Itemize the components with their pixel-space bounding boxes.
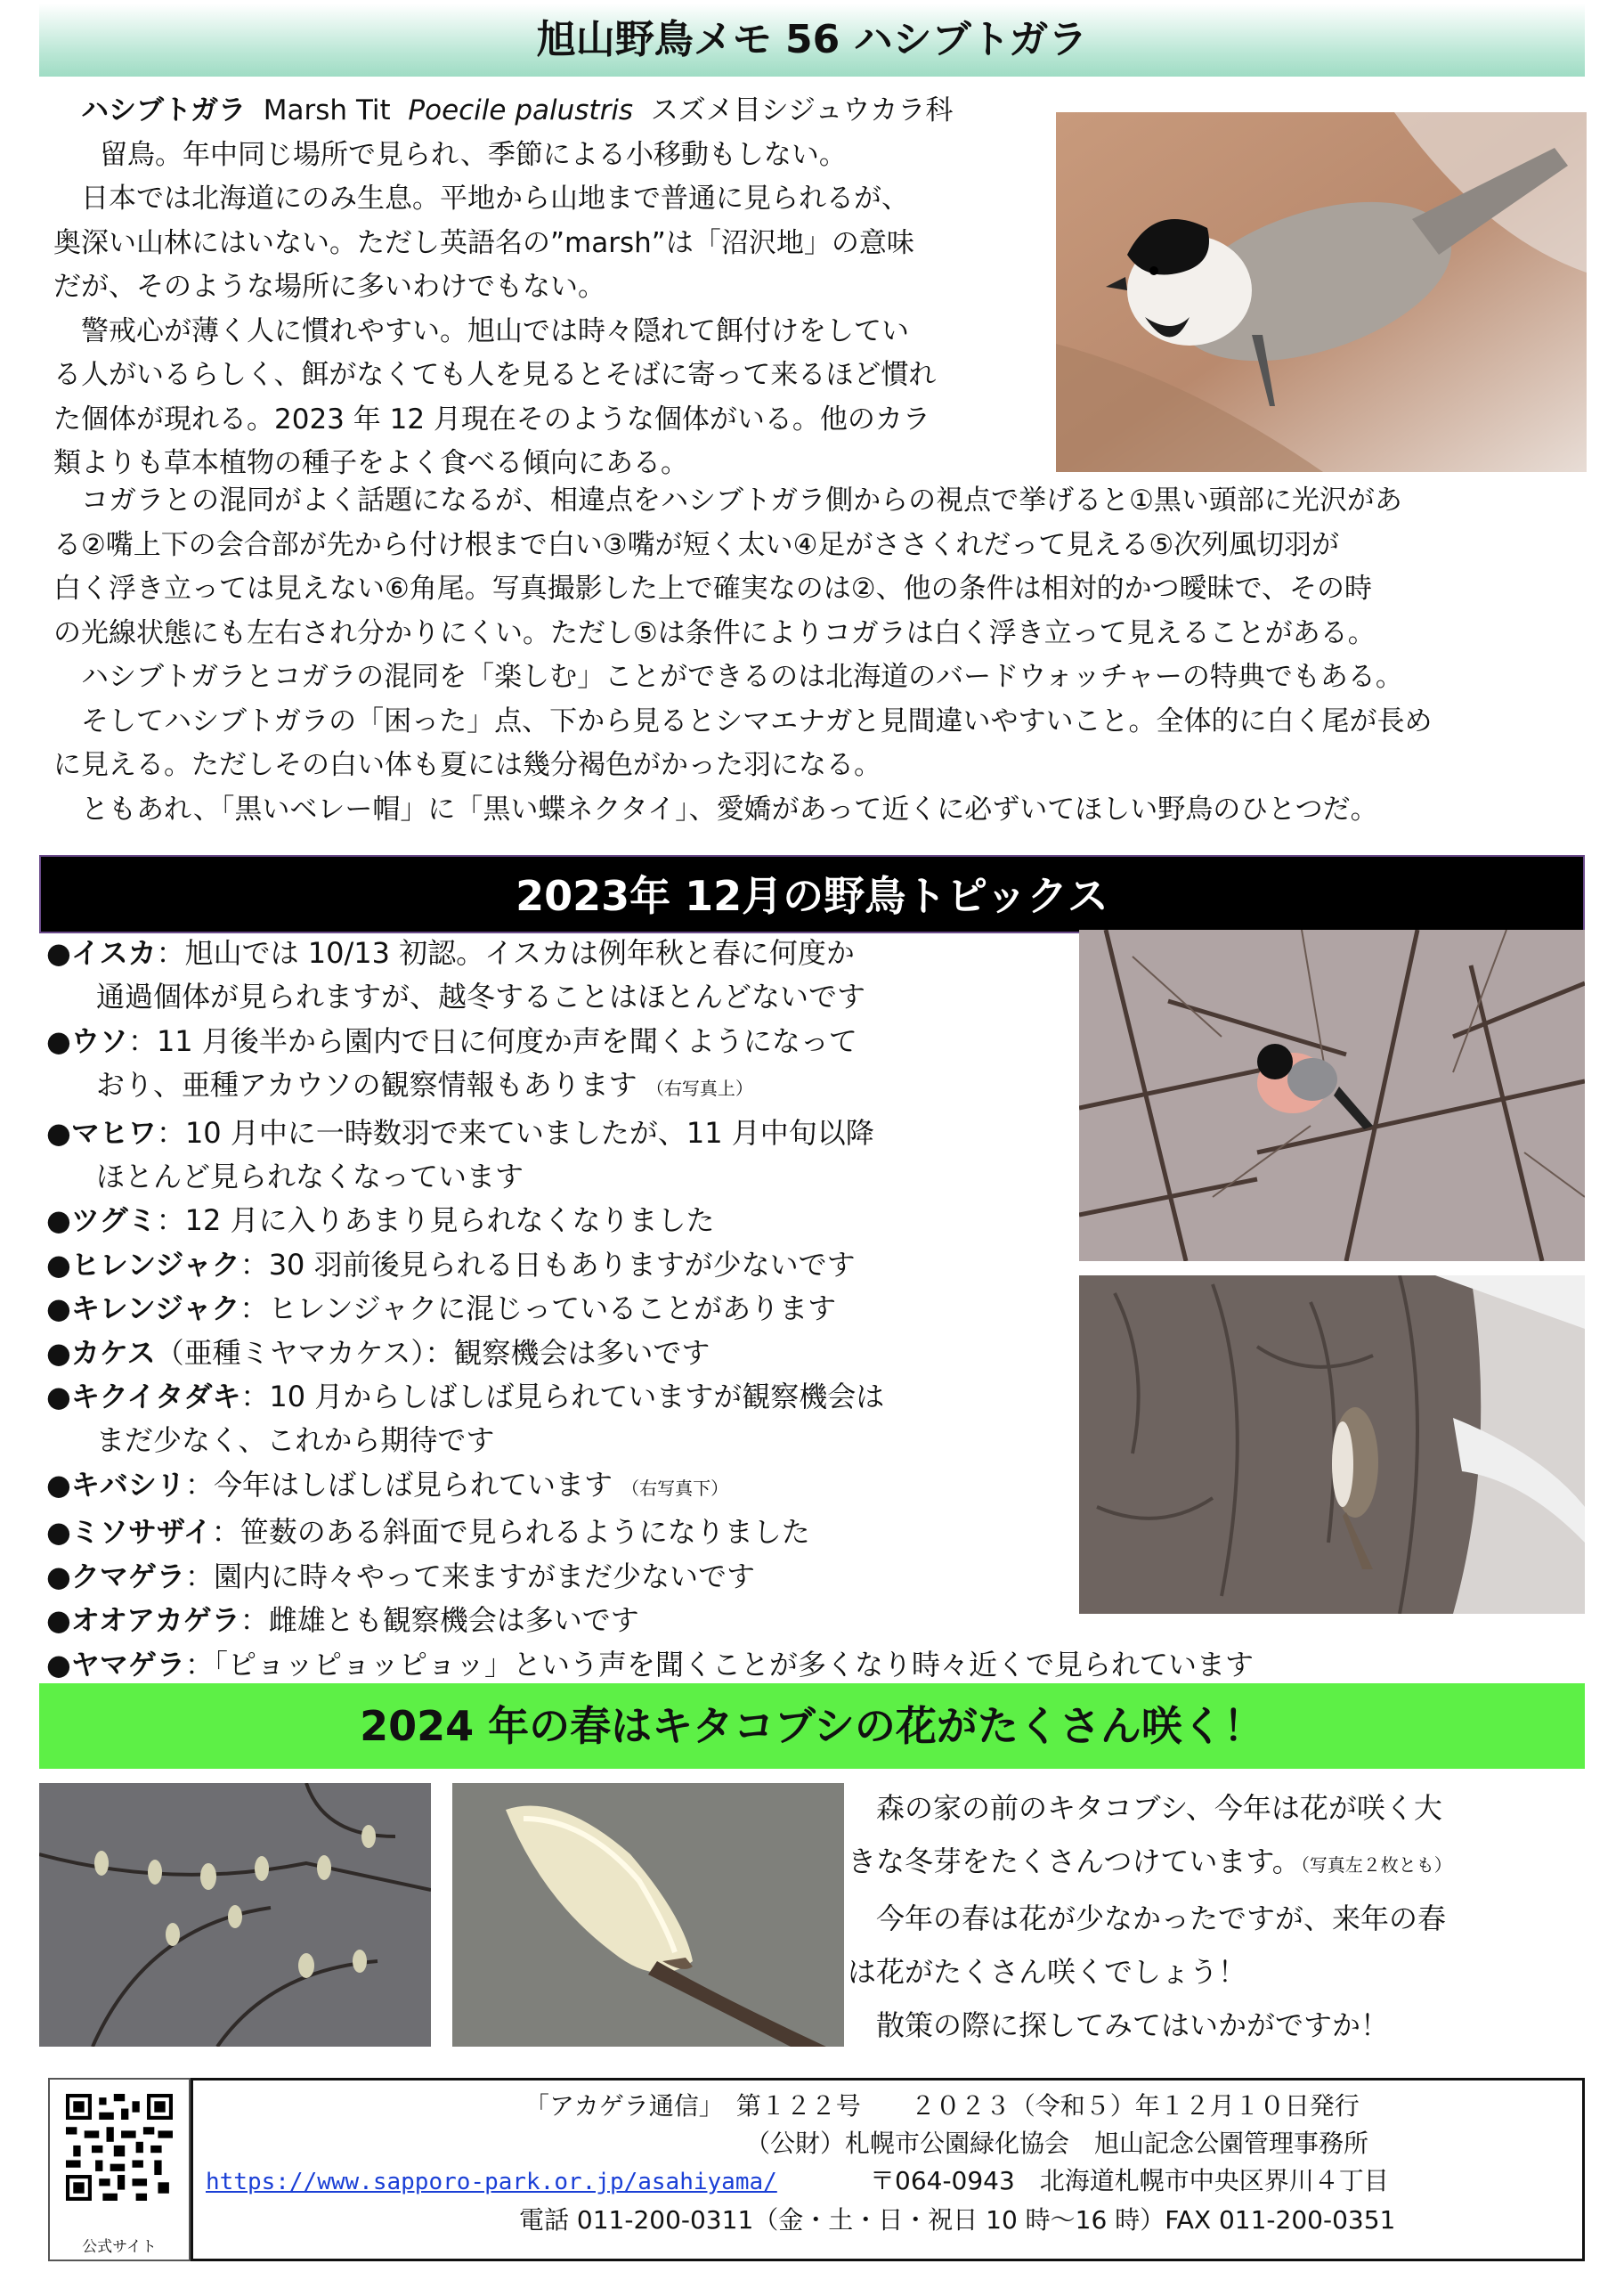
qr-label: 公式サイト	[82, 2238, 157, 2256]
spring-line	[848, 1835, 1596, 1892]
memo-wide-line: に見える。ただしその白い体も夏には幾分褐色がかった羽になる。	[53, 749, 881, 781]
website-link[interactable]: https://www.sapporo-park.or.jp/asahiyama/	[206, 2169, 777, 2195]
topic-name: ●イスカ	[46, 936, 157, 970]
topic-item-cont: 通過個体が見られますが、越冬することはほとんどないです	[96, 980, 866, 1014]
photo-note: （右写真上）	[646, 1078, 753, 1100]
memo-line: た個体が現れる。2023 年 12 月現在そのような個体がいる。他のカラ	[53, 403, 930, 436]
topic-name: ●キクイタダキ	[46, 1380, 241, 1414]
species-name-en: Marsh Tit	[263, 94, 391, 126]
spring-line: 森の家の前のキタコブシ、今年は花が咲く大	[848, 1791, 1442, 1825]
topic-text: ：30 羽前後見られる日もありますが少ないです	[240, 1247, 856, 1282]
memo-wide-line: コガラとの混同がよく話題になるが、相違点をハシブトガラ側からの視点で挙げると①黒い頭部に光沢があ	[53, 484, 1402, 517]
topic-name: ●クマゲラ	[46, 1559, 185, 1593]
species-name-sci: Poecile palustris	[408, 94, 634, 126]
address-line: 〒064-0943 北海道札幌市中央区界川４丁目	[870, 2166, 1389, 2195]
topic-name: ●ヒレンジャク	[46, 1247, 240, 1282]
topic-name: ●ミソサザイ	[46, 1515, 212, 1550]
memo-title-banner	[39, 4, 1585, 77]
topic-text: ：今年はしばしば見られています	[184, 1467, 613, 1502]
memo-line: 日本では北海道にのみ生息。平地から山地まで普通に見られるが、	[53, 183, 909, 215]
memo-wide-line: ともあれ、「黒いベレー帽」に「黒い蝶ネクタイ」、愛嬌があって近くに必ずいてほしい野鳥のひとつだ。	[53, 793, 1378, 826]
memo-wide-line: 白く浮き立っては見えない⑥角尾。写真撮影した上で確実なのは②、他の条件は相対的かつ曖昧で、その時	[53, 573, 1372, 605]
bullfinch-photo	[1079, 930, 1585, 1261]
topic-text: ：旭山では 10/13 初認。イスカは例年秋と春に何度か	[156, 936, 855, 970]
spring-title: 2024 年の春はキタコブシの花がたくさん咲く！	[360, 1702, 1264, 1750]
memo-text	[53, 89, 1060, 486]
memo-wide-line: る②嘴上下の会合部が先から付け根まで白い③嘴が短く太い④足がささくれだって見える⑤次列風切羽が	[53, 528, 1340, 561]
memo-line: だが、そのような場所に多いわけでもない。	[53, 271, 605, 303]
topic-name: ●カケス	[46, 1335, 156, 1370]
species-order: スズメ目シジュウカラ科	[650, 94, 954, 126]
org-line: （公財）札幌市公園緑化協会 旭山記念公園管理事務所	[745, 2129, 1369, 2158]
topic-name: ●ヤマゲラ	[46, 1647, 185, 1682]
topic-text: ：「ピョッピョッピョッ」という声を聞くことが多くなり時々近くで見られています	[184, 1647, 1254, 1682]
issue-line: 「アカゲラ通信」 第１２２号 ２０２３（令和５）年１２月１０日発行	[524, 2091, 1360, 2121]
memo-species-line	[53, 89, 1060, 134]
spring-line: 散策の際に探してみてはいかがですか！	[848, 2008, 1390, 2042]
topic-name: ●キバシリ	[46, 1467, 185, 1502]
topics-title-banner	[39, 855, 1585, 933]
topic-text: ：笹薮のある斜面で見られるようになりました	[211, 1515, 810, 1550]
topic-text: ：10 月からしばしば見られていますが観察機会は	[240, 1380, 885, 1414]
spring-line: は花がたくさん咲くでしょう！	[848, 1955, 1247, 1989]
topic-item-cont: ほとんど見られなくなっています	[96, 1160, 524, 1194]
magnolia-buds-photo	[39, 1783, 431, 2047]
topic-text: ：11 月後半から園内で日に何度か声を聞くようになって	[127, 1023, 857, 1058]
memo-line: 留鳥。年中同じ場所で見られ、季節による小移動もしない。	[100, 138, 847, 171]
memo-wide-line: ハシブトガラとコガラの混同を「楽しむ」ことができるのは北海道のバードウォッチャーの特典でもある。	[53, 661, 1403, 693]
topic-item	[46, 1643, 1587, 1687]
treecreeper-photo	[1079, 1275, 1585, 1614]
topic-name: ●ツグミ	[46, 1203, 157, 1238]
topic-name: ●キレンジャク	[46, 1291, 240, 1326]
memo-wide-line: そしてハシブトガラの「困った」点、下から見るとシマエナガと見間違いやすいこと。全体的に白く尾が長め	[53, 704, 1433, 737]
magnolia-bud-closeup-photo	[452, 1783, 844, 2047]
topic-text: ：園内に時々やって来ますがまだ少ないです	[184, 1559, 755, 1593]
memo-title: 旭山野鳥メモ 56 ハシブトガラ	[536, 17, 1088, 62]
topic-item-cont: まだ少なく、これから期待です	[96, 1423, 495, 1458]
url-line	[206, 2162, 777, 2201]
photo-note: （右写真下）	[621, 1477, 729, 1499]
spring-title-banner	[39, 1683, 1585, 1769]
topic-text: （亜種ミヤマカケス）：観察機会は多いです	[155, 1335, 710, 1370]
memo-wide-text	[53, 479, 1594, 832]
spring-line-text: きな冬芽をたくさんつけています。	[848, 1844, 1301, 1878]
spring-line: 今年の春は花が少なかったですが、来年の春	[848, 1901, 1447, 1935]
marsh-tit-photo	[1056, 112, 1587, 472]
topic-text: ：ヒレンジャクに混じっていることがあります	[240, 1291, 837, 1326]
topic-name: ●オオアカゲラ	[46, 1603, 240, 1638]
spring-text	[848, 1781, 1596, 2052]
topics-title: 2023年 12月の野鳥トピックス	[516, 872, 1108, 920]
topic-text: ：雌雄とも観察機会は多いです	[240, 1603, 639, 1638]
qr-code-box[interactable]	[48, 2078, 191, 2261]
memo-line: 類よりも草本植物の種子をよく食べる傾向にある。	[53, 447, 688, 479]
topic-text: ：12 月に入りあまり見られなくなりました	[156, 1203, 715, 1238]
memo-line: 警戒心が薄く人に慣れやすい。旭山では時々隠れて餌付けをしてい	[53, 314, 909, 347]
phone-line: 電話 011-200-0311（金・土・日・祝日 10 時～16 時）FAX 011-200-0351	[519, 2205, 1396, 2235]
topic-name: ●ウソ	[46, 1023, 128, 1058]
memo-line: る人がいるらしく、餌がなくても人を見るとそばに寄って来るほど慣れ	[53, 359, 937, 391]
species-name-ja: ハシブトガラ	[81, 94, 247, 126]
memo-line: 奥深い山林にはいない。ただし英語名の”marsh”は「沼沢地」の意味	[53, 226, 914, 259]
memo-wide-line: の光線状態にも左右され分かりにくい。ただし⑤は条件によりコガラは白く浮き立って見えることがある。	[53, 616, 1376, 649]
photo-note: （写真左２枚とも）	[1300, 1854, 1452, 1876]
topic-text: ：10 月中に一時数羽で来ていましたが、11 月中旬以降	[156, 1115, 874, 1150]
topic-name: ●マヒワ	[46, 1115, 157, 1150]
qr-code-icon	[66, 2094, 173, 2201]
topic-text: おり、亜種アカウソの観察情報もあります	[96, 1068, 637, 1103]
info-box	[191, 2078, 1585, 2261]
